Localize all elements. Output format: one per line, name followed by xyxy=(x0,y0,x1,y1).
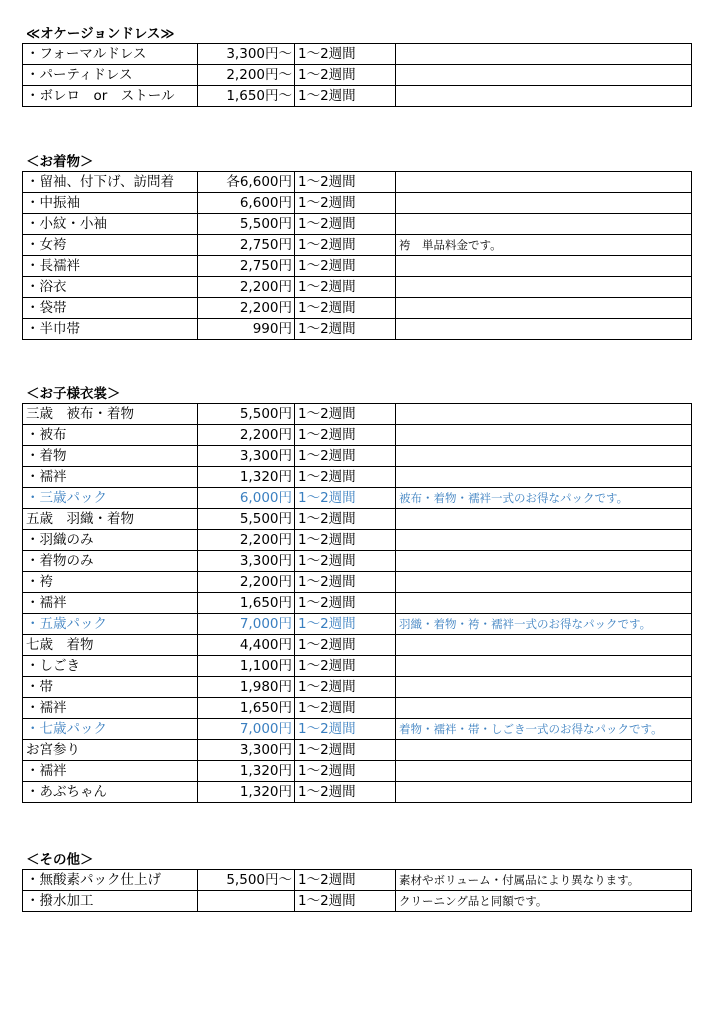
item-name: ・襦袢 xyxy=(23,698,198,719)
item-term: 1～2週間 xyxy=(295,635,396,656)
section-children-costume xyxy=(22,385,691,803)
item-price: 2,200円 xyxy=(198,572,295,593)
item-name: ・着物 xyxy=(23,446,198,467)
table-row xyxy=(23,782,692,803)
section-title: ＜お子様衣裳＞ xyxy=(26,386,121,402)
item-note xyxy=(396,656,692,677)
item-name: ・五歳パック xyxy=(23,614,198,635)
item-note xyxy=(396,44,692,65)
item-name: ・撥水加工 xyxy=(23,891,198,912)
item-note xyxy=(396,425,692,446)
item-term: 1～2週間 xyxy=(295,44,396,65)
item-name: ・中振袖 xyxy=(23,193,198,214)
item-name: ・七歳パック xyxy=(23,719,198,740)
table-row xyxy=(23,530,692,551)
item-price: 3,300円 xyxy=(198,446,295,467)
item-price: 2,750円 xyxy=(198,256,295,277)
item-name: ・着物のみ xyxy=(23,551,198,572)
item-price: 1,980円 xyxy=(198,677,295,698)
item-name: 七歳 着物 xyxy=(23,635,198,656)
item-note: 袴 単品料金です。 xyxy=(396,235,692,256)
table-row xyxy=(23,677,692,698)
item-name: ・浴衣 xyxy=(23,277,198,298)
item-note: 被布・着物・襦袢一式のお得なパックです。 xyxy=(396,488,692,509)
table-row xyxy=(23,761,692,782)
item-price: 各6,600円 xyxy=(198,172,295,193)
table-row xyxy=(23,235,692,256)
table-row xyxy=(23,277,692,298)
item-term: 1～2週間 xyxy=(295,614,396,635)
item-price: 1,650円～ xyxy=(198,86,295,107)
item-note xyxy=(396,467,692,488)
item-price: 5,500円 xyxy=(198,214,295,235)
price-table xyxy=(22,403,692,803)
item-price: 1,320円 xyxy=(198,782,295,803)
item-price: 5,500円 xyxy=(198,404,295,425)
item-price xyxy=(198,891,295,912)
item-price: 1,320円 xyxy=(198,467,295,488)
item-note xyxy=(396,298,692,319)
item-term: 1～2週間 xyxy=(295,298,396,319)
table-row xyxy=(23,719,692,740)
item-term: 1～2週間 xyxy=(295,86,396,107)
item-note xyxy=(396,172,692,193)
section-kimono xyxy=(22,153,691,340)
table-row xyxy=(23,298,692,319)
item-price: 7,000円 xyxy=(198,614,295,635)
item-name: ・留袖、付下げ、訪問着 xyxy=(23,172,198,193)
item-price: 1,650円 xyxy=(198,593,295,614)
item-term: 1～2週間 xyxy=(295,319,396,340)
item-price: 5,500円～ xyxy=(198,870,295,891)
item-term: 1～2週間 xyxy=(295,656,396,677)
item-term: 1～2週間 xyxy=(295,467,396,488)
item-price: 2,200円 xyxy=(198,530,295,551)
item-term: 1～2週間 xyxy=(295,446,396,467)
item-note: 素材やボリューム・付属品により異なります。 xyxy=(396,870,692,891)
table-row xyxy=(23,44,692,65)
item-price: 4,400円 xyxy=(198,635,295,656)
item-name: ・しごき xyxy=(23,656,198,677)
item-note xyxy=(396,740,692,761)
item-name: 五歳 羽織・着物 xyxy=(23,509,198,530)
section-title: ＜その他＞ xyxy=(26,852,94,868)
item-note: 羽織・着物・袴・襦袢一式のお得なパックです。 xyxy=(396,614,692,635)
item-price: 7,000円 xyxy=(198,719,295,740)
item-term: 1～2週間 xyxy=(295,214,396,235)
item-term: 1～2週間 xyxy=(295,761,396,782)
item-term: 1～2週間 xyxy=(295,425,396,446)
item-name: ・羽織のみ xyxy=(23,530,198,551)
price-table xyxy=(22,171,692,340)
item-note: 着物・襦袢・帯・しごき一式のお得なパックです。 xyxy=(396,719,692,740)
item-note xyxy=(396,698,692,719)
item-price: 1,100円 xyxy=(198,656,295,677)
item-name: ・女袴 xyxy=(23,235,198,256)
item-note xyxy=(396,86,692,107)
item-term: 1～2週間 xyxy=(295,572,396,593)
item-name: ・無酸素パック仕上げ xyxy=(23,870,198,891)
item-note xyxy=(396,572,692,593)
item-note: クリーニング品と同額です。 xyxy=(396,891,692,912)
item-term: 1～2週間 xyxy=(295,740,396,761)
section-title: ≪オケージョンドレス≫ xyxy=(26,26,175,42)
table-row xyxy=(23,172,692,193)
table-row xyxy=(23,319,692,340)
item-name: ・長襦袢 xyxy=(23,256,198,277)
item-term: 1～2週間 xyxy=(295,782,396,803)
item-name: ・フォーマルドレス xyxy=(23,44,198,65)
table-row xyxy=(23,656,692,677)
table-row xyxy=(23,891,692,912)
table-row xyxy=(23,593,692,614)
table-row xyxy=(23,635,692,656)
item-price: 990円 xyxy=(198,319,295,340)
item-price: 2,200円～ xyxy=(198,65,295,86)
item-price: 2,200円 xyxy=(198,298,295,319)
table-row xyxy=(23,572,692,593)
item-note xyxy=(396,509,692,530)
item-term: 1～2週間 xyxy=(295,593,396,614)
table-row xyxy=(23,446,692,467)
item-price: 3,300円～ xyxy=(198,44,295,65)
item-note xyxy=(396,551,692,572)
item-note xyxy=(396,277,692,298)
item-name: ・あぶちゃん xyxy=(23,782,198,803)
item-term: 1～2週間 xyxy=(295,891,396,912)
item-term: 1～2週間 xyxy=(295,530,396,551)
item-price: 2,750円 xyxy=(198,235,295,256)
item-price: 2,200円 xyxy=(198,425,295,446)
item-note xyxy=(396,782,692,803)
item-name: ・被布 xyxy=(23,425,198,446)
table-row xyxy=(23,256,692,277)
table-row xyxy=(23,193,692,214)
item-note xyxy=(396,214,692,235)
item-name: 三歳 被布・着物 xyxy=(23,404,198,425)
table-row xyxy=(23,740,692,761)
section-other xyxy=(22,851,691,912)
item-term: 1～2週間 xyxy=(295,256,396,277)
item-price: 1,320円 xyxy=(198,761,295,782)
price-table xyxy=(22,869,692,912)
table-row xyxy=(23,65,692,86)
item-note xyxy=(396,635,692,656)
item-term: 1～2週間 xyxy=(295,870,396,891)
item-name: ・帯 xyxy=(23,677,198,698)
item-price: 2,200円 xyxy=(198,277,295,298)
item-term: 1～2週間 xyxy=(295,719,396,740)
item-note xyxy=(396,530,692,551)
item-term: 1～2週間 xyxy=(295,277,396,298)
item-term: 1～2週間 xyxy=(295,698,396,719)
item-term: 1～2週間 xyxy=(295,551,396,572)
item-name: ・小紋・小袖 xyxy=(23,214,198,235)
item-name: ・襦袢 xyxy=(23,467,198,488)
item-note xyxy=(396,593,692,614)
table-row xyxy=(23,551,692,572)
item-term: 1～2週間 xyxy=(295,488,396,509)
table-row xyxy=(23,870,692,891)
table-row xyxy=(23,425,692,446)
section-title: ＜お着物＞ xyxy=(26,154,94,170)
item-note xyxy=(396,761,692,782)
item-price: 1,650円 xyxy=(198,698,295,719)
item-price: 6,000円 xyxy=(198,488,295,509)
item-term: 1～2週間 xyxy=(295,172,396,193)
price-table xyxy=(22,43,692,107)
item-name: ・襦袢 xyxy=(23,593,198,614)
item-term: 1～2週間 xyxy=(295,404,396,425)
item-name: ・ボレロ or ストール xyxy=(23,86,198,107)
table-row xyxy=(23,467,692,488)
item-term: 1～2週間 xyxy=(295,193,396,214)
item-note xyxy=(396,65,692,86)
item-name: ・パーティドレス xyxy=(23,65,198,86)
item-name: お宮参り xyxy=(23,740,198,761)
item-note xyxy=(396,319,692,340)
item-price: 5,500円 xyxy=(198,509,295,530)
item-term: 1～2週間 xyxy=(295,65,396,86)
item-note xyxy=(396,193,692,214)
item-name: ・襦袢 xyxy=(23,761,198,782)
table-row xyxy=(23,614,692,635)
item-price: 3,300円 xyxy=(198,740,295,761)
item-term: 1～2週間 xyxy=(295,677,396,698)
item-name: ・袋帯 xyxy=(23,298,198,319)
table-row xyxy=(23,404,692,425)
table-row xyxy=(23,488,692,509)
item-name: ・袴 xyxy=(23,572,198,593)
item-name: ・三歳パック xyxy=(23,488,198,509)
section-occasion-dress xyxy=(22,25,691,107)
item-note xyxy=(396,446,692,467)
item-note xyxy=(396,404,692,425)
item-price: 6,600円 xyxy=(198,193,295,214)
table-row xyxy=(23,509,692,530)
table-row xyxy=(23,214,692,235)
item-price: 3,300円 xyxy=(198,551,295,572)
item-term: 1～2週間 xyxy=(295,509,396,530)
item-note xyxy=(396,256,692,277)
item-note xyxy=(396,677,692,698)
table-row xyxy=(23,698,692,719)
item-term: 1～2週間 xyxy=(295,235,396,256)
table-row xyxy=(23,86,692,107)
item-name: ・半巾帯 xyxy=(23,319,198,340)
